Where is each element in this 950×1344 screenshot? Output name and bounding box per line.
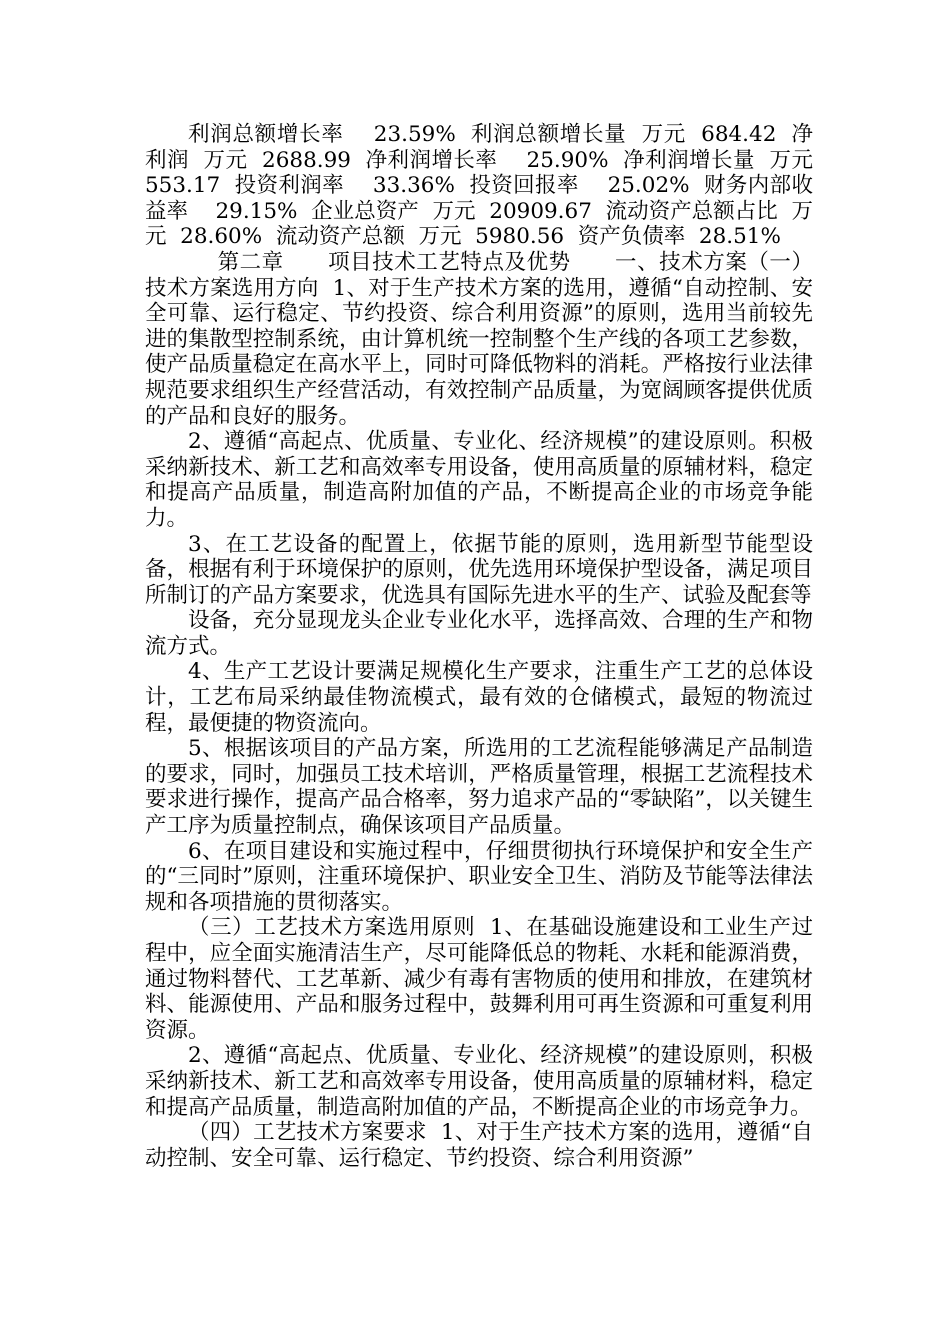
paragraph-item-5: 5、根据该项目的产品方案，所选用的工艺流程能够满足产品制造的要求，同时，加强员工技术培训，严格质量管理，根据工艺流程技术要求进行操作，提高产品合格率，努力追求产品的“零缺陷”，以关键生产工序为质量控制点，确保该项目产品质量。 <box>145 736 813 839</box>
paragraph-item-3-continued: 设备，充分显现龙头企业专业化水平，选择高效、合理的生产和物流方式。 <box>145 608 813 659</box>
paragraph-section-three-item-2: 2、遵循“高起点、优质量、专业化、经济规模”的建设原则，积极采纳新技术、新工艺和高效率专用设备，使用高质量的原辅材料，稳定和提高产品质量，制造高附加值的产品，不断提高企业的市场竞争力。 <box>145 1043 813 1120</box>
paragraph-section-four: （四）工艺技术方案要求 1、对于生产技术方案的选用，遵循“自动控制、安全可靠、运行稳定、节约投资、综合利用资源” <box>145 1120 813 1171</box>
paragraph-item-2: 2、遵循“高起点、优质量、专业化、经济规模”的建设原则。积极采纳新技术、新工艺和高效率专用设备，使用高质量的原辅材料，稳定和提高产品质量，制造高附加值的产品，不断提高企业的市场竞争能力。 <box>145 429 813 531</box>
paragraph-item-4: 4、生产工艺设计要满足规模化生产要求，注重生产工艺的总体设计，工艺布局采纳最佳物流模式，最有效的仓储模式，最短的物流过程，最便捷的物资流向。 <box>145 659 813 736</box>
paragraph-financial-indicators: 利润总额增长率 23.59% 利润总额增长量 万元 684.42 净利润 万元 2688.99 净利润增长率 25.90% 净利润增长量 万元 553.17 投资利润率 33.36% 投资回报率 25.02% 财务内部收益率 29.15% 企业总资产 万元 20909.67 流动资产总额占比 万元 28.60% 流动资产总额 万元 5980.56 资产负债率 28.51% <box>145 122 827 250</box>
paragraph-section-three: （三）工艺技术方案选用原则 1、在基础设施建设和工业生产过程中，应全面实施清洁生产，尽可能降低总的物耗、水耗和能源消费，通过物料替代、工艺革新、减少有毒有害物质的使用和排放，在建筑材料、能源使用、产品和服务过程中，鼓舞利用可再生资源和可重复利用资源。 <box>145 915 813 1043</box>
document-body <box>145 122 827 1171</box>
paragraph-item-3: 3、在工艺设备的配置上，依据节能的原则，选用新型节能型设备，根据有利于环境保护的原则，优先选用环境保护型设备，满足项目所制订的产品方案要求，优选具有国际先进水平的生产、试验及配套等 <box>145 531 813 608</box>
paragraph-chapter-two: 第二章 项目技术工艺特点及优势 一、技术方案（一）技术方案选用方向 1、对于生产技术方案的选用，遵循“自动控制、安全可靠、运行稳定、节约投资、综合利用资源”的原则，选用当前较先进的集散型控制系统，由计算机统一控制整个生产线的各项工艺参数，使产品质量稳定在高水平上，同时可降低物料的消耗。严格按行业法律规范要求组织生产经营活动，有效控制产品质量，为宽阔顾客提供优质的产品和良好的服务。 <box>145 249 813 429</box>
paragraph-item-6: 6、在项目建设和实施过程中，仔细贯彻执行环境保护和安全生产的“三同时”原则，注重环境保护、职业安全卫生、消防及节能等法律法规和各项措施的贯彻落实。 <box>145 838 813 915</box>
